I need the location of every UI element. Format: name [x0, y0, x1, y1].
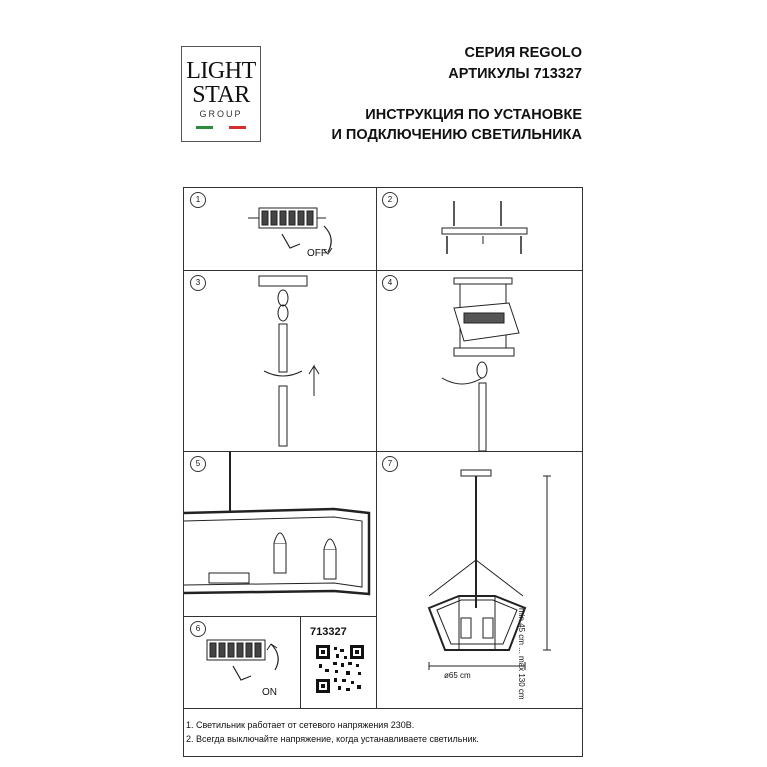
logo-line-2: STAR	[192, 82, 250, 108]
step7-fixture-illustration	[399, 468, 579, 693]
brand-logo	[181, 46, 261, 142]
step-number-7: 7	[382, 456, 398, 472]
step-number-6: 6	[190, 621, 206, 637]
instruction-title-line-2: И ПОДКЛЮЧЕНИЮ СВЕТИЛЬНИКА	[331, 127, 582, 143]
article-code: 713327	[310, 626, 347, 638]
step7-width-label: ø65 cm	[444, 671, 471, 680]
notes-section	[186, 718, 479, 746]
step-number-3: 3	[190, 275, 206, 291]
note-1: 1. Светильник работает от сетевого напряжения 230В.	[186, 720, 415, 730]
step6-divider	[300, 616, 301, 708]
step-number-5: 5	[190, 456, 206, 472]
step-number-1: 1	[190, 192, 206, 208]
row-divider-1	[184, 270, 582, 271]
logo-line-1: LIGHT	[186, 58, 256, 84]
row-divider-3	[184, 616, 376, 617]
step5-bulb-illustration	[184, 451, 376, 616]
step1-off-label: OFF	[307, 248, 327, 259]
steps-grid	[183, 187, 583, 757]
step2-mounting-bar-illustration	[439, 196, 534, 266]
logo-line-3: GROUP	[199, 109, 243, 119]
flag-red	[229, 126, 246, 129]
note-2: 2. Всегда выключайте напряжение, когда устанавливаете светильник.	[186, 734, 479, 744]
step3-suspension-illustration	[254, 276, 334, 451]
column-divider	[376, 188, 377, 708]
step1-terminal-illustration	[244, 200, 354, 265]
instruction-title-line-1: ИНСТРУКЦИЯ ПО УСТАНОВКЕ	[365, 107, 582, 123]
step-number-2: 2	[382, 192, 398, 208]
article-title: АРТИКУЛЫ 713327	[448, 66, 582, 82]
step6-terminal-illustration	[199, 636, 299, 706]
qr-code	[316, 645, 364, 693]
step7-height-label: min 45 cm ... max 130 cm	[517, 608, 526, 700]
flag-white	[213, 126, 230, 129]
italian-flag-stripe	[196, 126, 246, 129]
step-number-4: 4	[382, 275, 398, 291]
step6-on-label: ON	[262, 687, 277, 698]
notes-divider	[184, 708, 582, 709]
series-title: СЕРИЯ REGOLO	[464, 45, 582, 61]
step4-connection-illustration	[434, 278, 544, 453]
flag-green	[196, 126, 213, 129]
